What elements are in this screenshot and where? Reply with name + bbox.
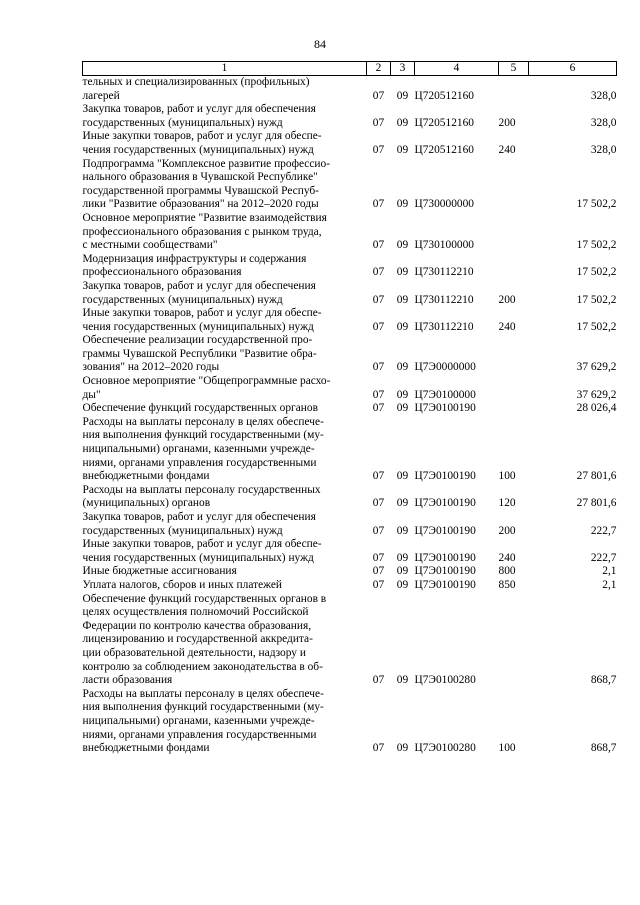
row-subsection: 09 <box>396 388 409 401</box>
table-row <box>83 130 617 157</box>
row-expense-type <box>499 334 529 375</box>
column-header: 6 <box>529 62 617 76</box>
row-subsection: 09 <box>396 578 409 591</box>
row-section: 07 <box>372 470 385 483</box>
row-subsection: 09 <box>396 198 409 211</box>
row-subsection: 09 <box>396 470 409 483</box>
table-row <box>83 484 617 511</box>
column-header: 5 <box>499 62 529 76</box>
row-section: 07 <box>372 524 385 537</box>
row-amount: 2,1 <box>602 565 617 578</box>
row-amount: 328,0 <box>590 116 617 129</box>
row-name: Иные закупки товаров, работ и услуг для обеспе- чения государственных (муниципальных) нужд <box>82 130 322 156</box>
row-name: Расходы на выплаты персоналу в целях обеспече- ния выполнения функций государственными (му- ниципальными) органами, казенными учрежде- ниями, органами управления государственными внебюджетными фондами <box>82 687 324 755</box>
row-expense-type <box>499 158 529 212</box>
row-section: 07 <box>372 388 385 401</box>
column-header: 2 <box>367 62 391 76</box>
row-subsection: 09 <box>396 361 409 374</box>
row-target-article: Ц7Э0100280 <box>414 674 476 687</box>
row-subsection: 09 <box>396 565 409 578</box>
row-expense-type <box>499 375 529 402</box>
row-name: Закупка товаров, работ и услуг для обеспечения государственных (муниципальных) нужд <box>82 511 316 537</box>
row-expense-type: 120 <box>498 497 516 510</box>
row-section: 07 <box>372 116 385 129</box>
table-row <box>83 212 617 253</box>
row-name: Иные закупки товаров, работ и услуг для обеспе- чения государственных (муниципальных) нужд <box>82 307 322 333</box>
row-section: 07 <box>372 89 385 102</box>
row-target-article: Ц720512160 <box>414 143 474 156</box>
table-row <box>83 158 617 212</box>
row-target-article: Ц7Э0100280 <box>414 742 476 755</box>
row-amount: 868,7 <box>590 742 617 755</box>
row-expense-type: 240 <box>498 320 516 333</box>
budget-table <box>82 61 617 756</box>
column-header: 1 <box>83 62 367 76</box>
row-section: 07 <box>372 551 385 564</box>
row-target-article: Ц730112210 <box>414 293 474 306</box>
row-expense-type: 240 <box>498 551 516 564</box>
row-target-article: Ц730000000 <box>414 198 474 211</box>
row-name: Обеспечение функций государственных органов <box>82 402 318 415</box>
row-subsection: 09 <box>396 143 409 156</box>
table-row <box>83 688 617 756</box>
row-target-article: Ц720512160 <box>414 89 474 102</box>
row-amount: 17 502,2 <box>576 198 617 211</box>
row-amount: 17 502,2 <box>576 239 617 252</box>
row-amount: 868,7 <box>590 674 617 687</box>
row-expense-type: 200 <box>498 293 516 306</box>
row-name: Основное мероприятие "Развитие взаимодействия профессионального образования с рынком труда, с местными сообществами" <box>82 211 327 252</box>
row-section: 07 <box>372 143 385 156</box>
row-section: 07 <box>372 198 385 211</box>
row-subsection: 09 <box>396 674 409 687</box>
row-target-article: Ц7Э0100000 <box>414 388 476 401</box>
row-amount: 222,7 <box>590 524 617 537</box>
row-target-article: Ц730100000 <box>414 239 474 252</box>
row-subsection: 09 <box>396 266 409 279</box>
row-amount: 328,0 <box>590 89 617 102</box>
row-target-article: Ц730112210 <box>414 320 474 333</box>
table-row <box>83 253 617 280</box>
page-number: 84 <box>314 37 326 51</box>
table-row <box>83 334 617 375</box>
row-subsection: 09 <box>396 551 409 564</box>
row-target-article: Ц7Э0100190 <box>414 470 476 483</box>
table-row <box>83 402 617 416</box>
row-expense-type <box>499 253 529 280</box>
row-expense-type: 100 <box>498 742 516 755</box>
row-subsection: 09 <box>396 524 409 537</box>
table-row <box>83 579 617 593</box>
row-target-article: Ц730112210 <box>414 266 474 279</box>
row-target-article: Ц7Э0100190 <box>414 578 476 591</box>
row-expense-type: 100 <box>498 470 516 483</box>
row-subsection: 09 <box>396 742 409 755</box>
table-row <box>83 280 617 307</box>
row-expense-type: 800 <box>498 565 516 578</box>
row-amount: 28 026,4 <box>576 402 617 415</box>
row-amount: 222,7 <box>590 551 617 564</box>
row-expense-type: 240 <box>498 143 516 156</box>
row-expense-type: 200 <box>498 116 516 129</box>
row-name: Закупка товаров, работ и услуг для обеспечения государственных (муниципальных) нужд <box>82 279 316 306</box>
row-subsection: 09 <box>396 116 409 129</box>
row-name: Расходы на выплаты персоналу государственных (муниципальных) органов <box>82 483 321 510</box>
row-name: Иные закупки товаров, работ и услуг для обеспе- чения государственных (муниципальных) нужд <box>82 538 322 564</box>
row-subsection: 09 <box>396 320 409 333</box>
row-expense-type <box>499 402 529 416</box>
row-subsection: 09 <box>396 239 409 252</box>
row-expense-type <box>499 76 529 104</box>
row-section: 07 <box>372 578 385 591</box>
row-section: 07 <box>372 565 385 578</box>
table-row <box>83 76 617 104</box>
row-amount: 27 801,6 <box>576 497 617 510</box>
row-amount: 328,0 <box>590 143 617 156</box>
row-section: 07 <box>372 497 385 510</box>
row-subsection: 09 <box>396 89 409 102</box>
row-name: Подпрограмма "Комплексное развитие профессио- нального образования в Чувашской Республике" государственной программы Чувашской Респуб- лики "Развитие образования" на 2012–2020 годы <box>82 157 330 211</box>
row-target-article: Ц7Э0100190 <box>414 524 476 537</box>
table-row <box>83 565 617 579</box>
row-section: 07 <box>372 361 385 374</box>
row-name: тельных и специализированных (профильных) лагерей <box>82 76 310 102</box>
table-row <box>83 416 617 484</box>
row-amount: 17 502,2 <box>576 266 617 279</box>
row-amount: 27 801,6 <box>576 470 617 483</box>
row-name: Обеспечение реализации государственной про- граммы Чувашской Республики "Развитие обра- зования" на 2012–2020 годы <box>82 334 317 374</box>
table-header-row <box>83 62 617 76</box>
row-name: Модернизация инфраструктуры и содержания профессионального образования <box>82 252 307 279</box>
table-row <box>83 593 617 688</box>
row-amount: 37 629,2 <box>576 388 617 401</box>
row-name: Обеспечение функций государственных органов в целях осуществления полномочий Российской Федерации по контролю качества образования, лицензированию и государственной аккредита- ции образовательной деятельности, надзору и контролю за соблюдением законодательства в об- ласти образования <box>82 592 327 687</box>
row-subsection: 09 <box>396 293 409 306</box>
row-section: 07 <box>372 239 385 252</box>
table-row <box>83 538 617 565</box>
table-row <box>83 511 617 538</box>
row-name: Закупка товаров, работ и услуг для обеспечения государственных (муниципальных) нужд <box>82 103 316 129</box>
row-target-article: Ц7Э0000000 <box>414 361 476 374</box>
row-target-article: Ц7Э0100190 <box>414 402 476 415</box>
row-amount: 37 629,2 <box>576 361 617 374</box>
row-section: 07 <box>372 320 385 333</box>
row-amount: 2,1 <box>602 578 617 591</box>
row-subsection: 09 <box>396 497 409 510</box>
table-row <box>83 307 617 334</box>
row-name: Расходы на выплаты персоналу в целях обеспече- ния выполнения функций государственными (му- ниципальными) органами, казенными учрежде- ниями, органами управления государственными внебюджетными фондами <box>82 415 324 483</box>
row-section: 07 <box>372 742 385 755</box>
row-target-article: Ц7Э0100190 <box>414 497 476 510</box>
row-section: 07 <box>372 674 385 687</box>
row-expense-type: 200 <box>498 524 516 537</box>
row-section: 07 <box>372 266 385 279</box>
column-header: 3 <box>391 62 415 76</box>
row-expense-type <box>499 593 529 688</box>
row-name: Основное мероприятие "Общепрограммные расхо- ды" <box>82 375 331 401</box>
row-target-article: Ц7Э0100190 <box>414 551 476 564</box>
table-row <box>83 375 617 402</box>
row-target-article: Ц720512160 <box>414 116 474 129</box>
row-amount: 17 502,2 <box>576 320 617 333</box>
row-subsection: 09 <box>396 402 409 415</box>
column-header: 4 <box>415 62 499 76</box>
row-section: 07 <box>372 402 385 415</box>
row-section: 07 <box>372 293 385 306</box>
row-name: Уплата налогов, сборов и иных платежей <box>82 578 282 591</box>
row-expense-type: 850 <box>498 578 516 591</box>
table-row <box>83 103 617 130</box>
row-name: Иные бюджетные ассигнования <box>82 565 237 578</box>
row-target-article: Ц7Э0100190 <box>414 565 476 578</box>
row-amount: 17 502,2 <box>576 293 617 306</box>
row-expense-type <box>499 212 529 253</box>
